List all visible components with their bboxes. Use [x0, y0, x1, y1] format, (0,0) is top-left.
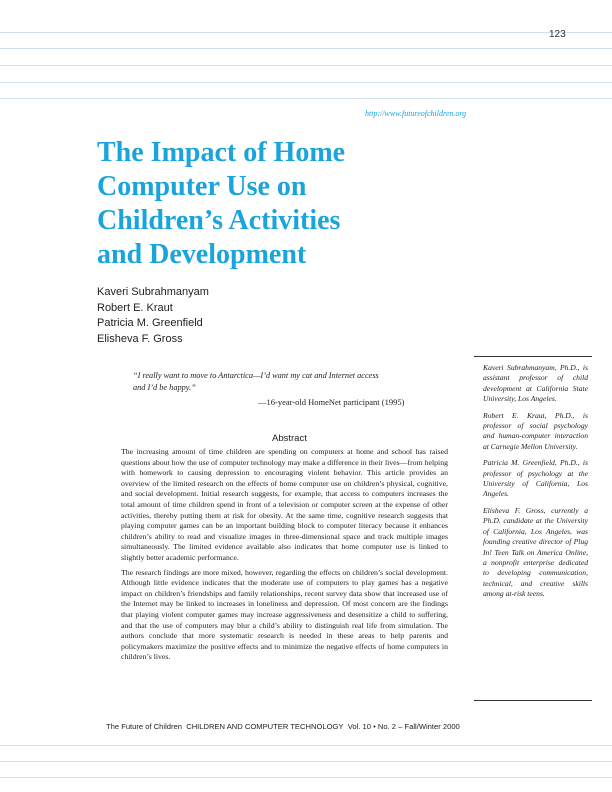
author-name: Kaveri Subrahmanyam	[97, 286, 209, 298]
footer-rule	[0, 761, 612, 762]
abstract-paragraph: The increasing amount of time children are spending on computers at home and school has raised questions about how the use of computer technology may make a difference in their lives—from helping with homework to causing depression to encouraging violent behavior. This article provides an overview of the limited research on the effects of home computer use on children’s physical, cognitive, and social development. Initial research suggests, for example, that access to computers increases the total amount of time children spend in front of a television or computer screen at the expense of other activities, thereby putting them at risk for obesity. At the same time, cognitive research suggests that playing computer games can be an important building block to computer literacy because it enhances children’s ability to read and visualize images in three-dimensional space and track multiple images simultaneously. The limited evidence available also indicates that home computer use is linked to slightly better academic performance.	[121, 447, 448, 562]
epigraph-quote	[133, 370, 433, 394]
footer-rule-band	[0, 745, 612, 792]
title-line: and Development	[97, 239, 307, 270]
footer-bullet: •	[373, 722, 376, 731]
author-bio: Patricia M. Greenfield, Ph.D., is professor of psychology at the University of California, Los Angeles.	[483, 458, 588, 499]
author-bio: Robert E. Kraut, Ph.D., is professor of social psychology and human-computer interaction at Carnegie Mellon University.	[483, 410, 588, 451]
abstract-paragraph: The research findings are more mixed, however, regarding the effects on children’s social development. Although little evidence indicates that the moderate use of computers to play games has a negative impact on children’s friendships and family relationships, recent survey data show that increased use of the Internet may be linked to increases in loneliness and depression. Of most concern are the findings that playing violent computer games may increase aggressiveness and desensitize a child to suffering, and that the use of computers may blur a child’s ability to distinguish real life from simulation. The authors conclude that more systematic research is needed in these areas to help parents and policymakers maximize the positive effects and to minimize the negative effects of home computers in children’s lives.	[121, 567, 448, 662]
abstract-heading: Abstract	[272, 433, 307, 444]
header-rule	[0, 48, 612, 49]
author-name: Robert E. Kraut	[97, 301, 173, 314]
abstract-body	[121, 447, 448, 667]
footer-rule	[0, 777, 612, 778]
header-rule-band	[0, 32, 612, 98]
author-name: Patricia M. Greenfield	[97, 317, 203, 329]
title-line: The Impact of Home	[97, 137, 346, 168]
footer-rule	[0, 745, 612, 746]
footer-volume: Vol. 10	[347, 722, 371, 731]
header-rule	[0, 82, 612, 83]
footer-season: – Fall/Winter 2000	[398, 722, 460, 731]
footer-number: No. 2	[377, 722, 397, 731]
author-list	[97, 285, 209, 347]
header-rule	[0, 65, 612, 66]
header-rule	[0, 98, 612, 99]
epigraph-attribution: —16-year-old HomeNet participant (1995)	[258, 397, 405, 407]
author-bio: Kaveri Subrahmanyam, Ph.D., is assistant professor of child development at California State University, Los Angeles.	[483, 363, 588, 404]
journal-url-link[interactable]: http://www.futureofchildren.org	[365, 109, 467, 118]
article-title	[97, 136, 427, 272]
footer-journal: The Future of Children	[106, 722, 182, 731]
footer-issue-title: CHILDREN AND COMPUTER TECHNOLOGY	[186, 722, 344, 731]
journal-footer	[106, 722, 460, 731]
author-bio: Elisheva F. Gross, currently a Ph.D. candidate at the University of California, Los Angeles, was founding creative director of Plug In! Teen Talk on America Online, a nonprofit enterprise dedicated to developing communication, technical, and creative skills among at-risk teens.	[483, 505, 588, 599]
author-name: Elisheva F. Gross	[97, 332, 183, 345]
header-rule	[0, 32, 612, 33]
epigraph-line: and I’d be happy.”	[133, 383, 196, 392]
title-line: Children’s Activities	[97, 205, 341, 236]
epigraph-line: “I really want to move to Antarctica—I’d want my cat and Internet access	[133, 371, 379, 380]
title-line: Computer Use on	[97, 171, 307, 202]
author-bio-sidebar	[474, 356, 592, 701]
page-number: 123	[549, 29, 566, 40]
